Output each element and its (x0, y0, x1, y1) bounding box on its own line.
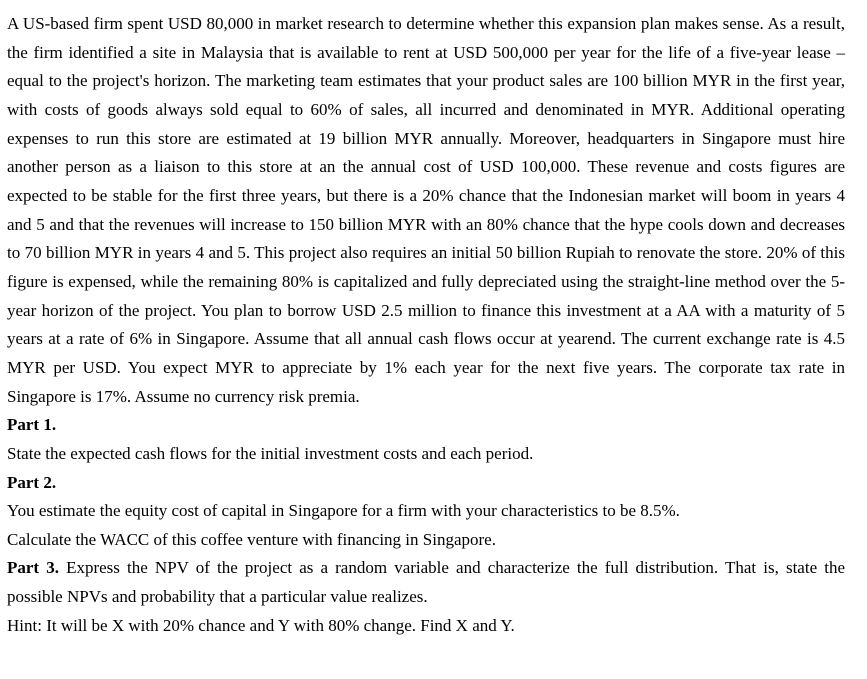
problem-document (7, 10, 845, 640)
problem-intro-paragraph: A US-based firm spent USD 80,000 in market research to determine whether this expansion plan makes sense. As a result, the firm identified a site in Malaysia that is available to rent at USD 500,000 per year for the life of a five-year lease – equal to the project's horizon. The marketing team estimates that your product sales are 100 billion MYR in the first year, with costs of goods always sold equal to 60% of sales, all incurred and denominated in MYR. Additional operating expenses to run this store are estimated at 19 billion MYR annually. Moreover, headquarters in Singapore must hire another person as a liaison to this store at an the annual cost of USD 100,000. These revenue and costs figures are expected to be stable for the first three years, but there is a 20% chance that the Indonesian market will boom in years 4 and 5 and that the revenues will increase to 150 billion MYR with an 80% chance that the hype cools down and decreases to 70 billion MYR in years 4 and 5. This project also requires an initial 50 billion Rupiah to renovate the store. 20% of this figure is expensed, while the remaining 80% is capitalized and fully depreciated using the straight-line method over the 5-year horizon of the project. You plan to borrow USD 2.5 million to finance this investment at a AA with a maturity of 5 years at a rate of 6% in Singapore. Assume that all annual cash flows occur at yearend. The current exchange rate is 4.5 MYR per USD. You expect MYR to appreciate by 1% each year for the next five years. The corporate tax rate in Singapore is 17%. Assume no currency risk premia. (7, 14, 845, 406)
part-1-heading: Part 1. (7, 415, 57, 435)
part-3-text: Express the NPV of the project as a random variable and characterize the full distribution. That is, state the possible NPVs and probability that a particular value realizes. (7, 558, 846, 607)
part-2-heading: Part 2. (7, 472, 57, 492)
part-2-text-line-2: Calculate the WACC of this coffee venture with financing in Singapore. (7, 529, 496, 549)
part-3-paragraph (7, 554, 845, 611)
part-2-text-line-1: You estimate the equity cost of capital in Singapore for a firm with your characteristics to be 8.5%. (7, 501, 680, 521)
hint-text: Hint: It will be X with 20% chance and Y with 80% change. Find X and Y. (7, 615, 515, 635)
part-1-text: State the expected cash flows for the initial investment costs and each period. (7, 443, 534, 463)
part-3-heading: Part 3. (7, 558, 59, 578)
